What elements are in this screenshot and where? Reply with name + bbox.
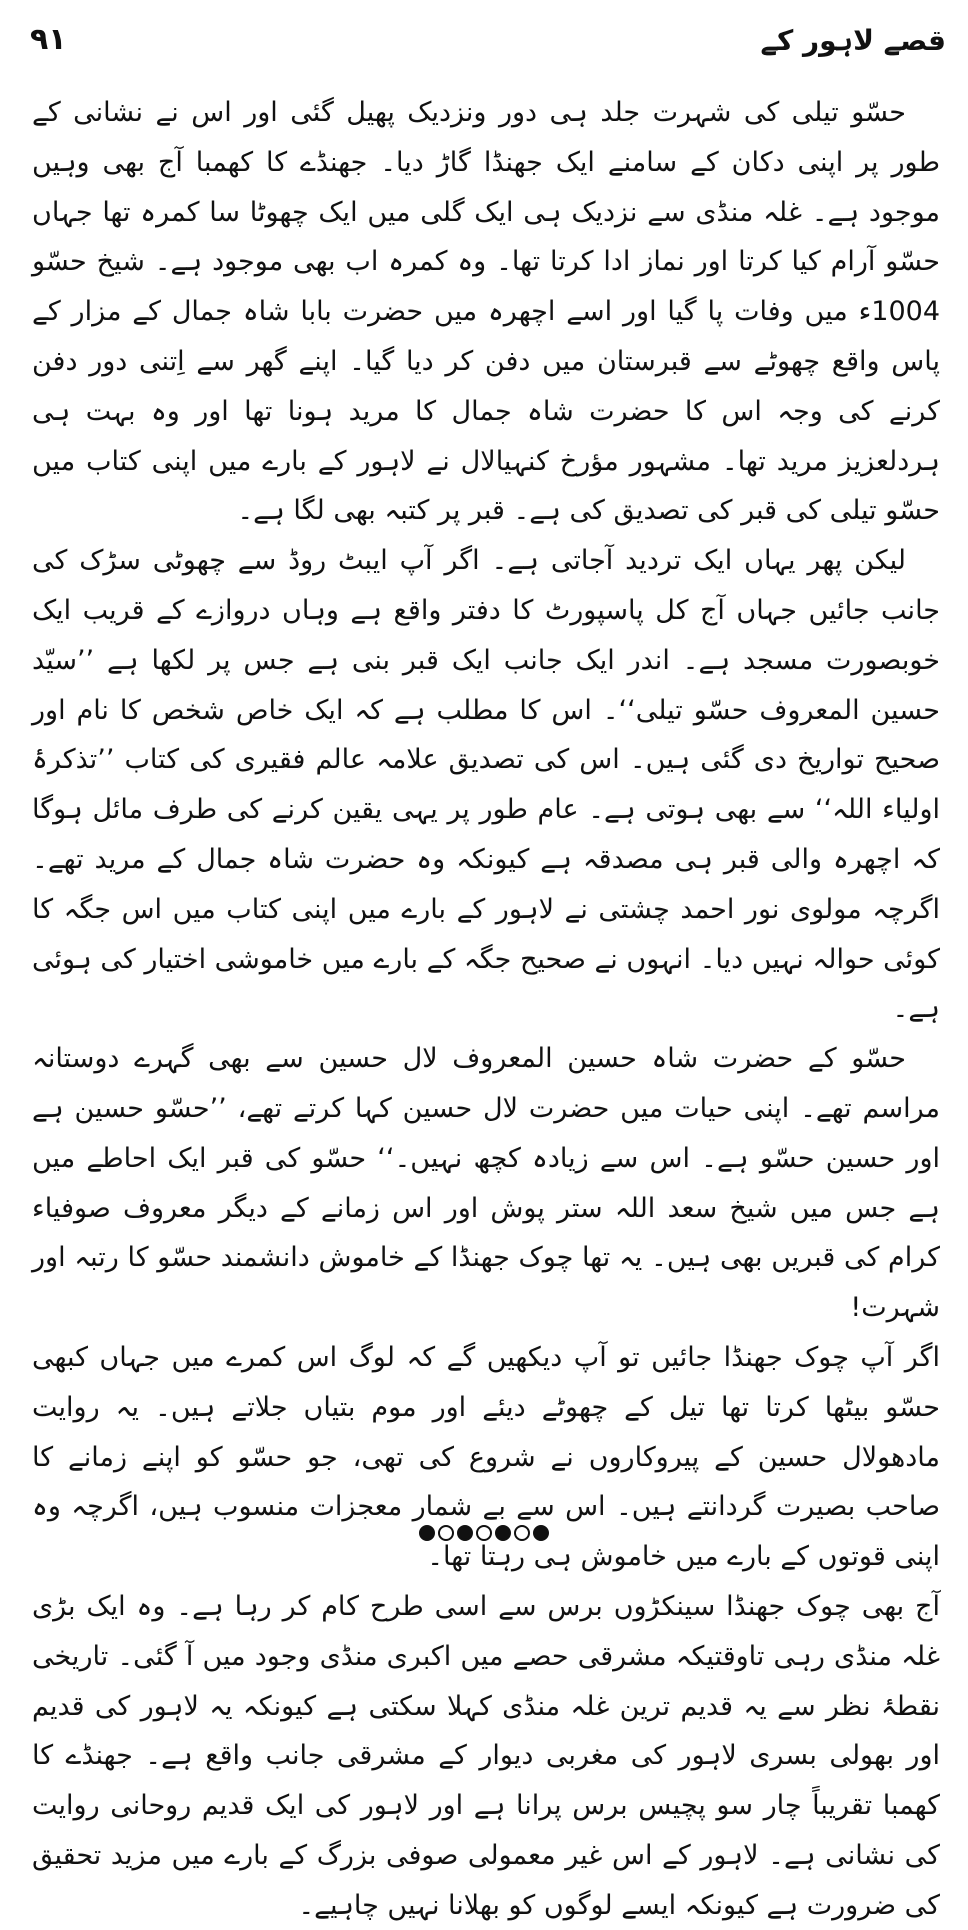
paragraph-3: حسّو کے حضرت شاہ حسین المعروف لال حسین سے بھی گہرے دوستانہ مراسم تھے۔ اپنی حیات میں حضرت لال حسین کہا کرتے تھے، ’’حسّو حسین ہے اور حسین حسّو ہے۔ اس سے زیادہ کچھ نہیں۔‘‘ حسّو کی قبر ایک احاطے میں ہے جس میں شیخ سعد اللہ ستر پوش اور اس زمانے کے دیگر معروف صوفیاء کرام کی قبریں بھی ہیں۔ یہ تھا چوک جھنڈا کے خاموش دانشمند حسّو کا رتبہ اور شہرت! (32, 1043, 940, 1324)
page-header (30, 18, 946, 68)
paragraph-2: لیکن پھر یہاں ایک تردید آجاتی ہے۔ اگر آپ ایبٹ روڈ سے چھوٹی سڑک کی جانب جائیں جہاں آج کل پاسپورٹ کا دفتر واقع ہے وہاں دروازے کے قریب ایک خوبصورت مسجد ہے۔ اندر ایک جانب ایک قبر بنی ہے جس پر لکھا ہے ’’سیّد حسین المعروف حسّو تیلی‘‘۔ اس کا مطلب ہے کہ ایک خاص شخص کا نام اور صحیح تواریخ دی گئی ہیں۔ اس کی تصدیق علامہ عالم فقیری کی کتاب ’’تذکرۂ اولیاء اللہ‘‘ سے بھی ہوتی ہے۔ عام طور پر یہی یقین کرنے کی طرف مائل ہوگا کہ اچھرہ والی قبر ہی مصدقہ ہے کیونکہ وہ حضرت شاہ جمال کے مرید تھے۔ اگرچہ مولوی نور احمد چشتی نے لاہور کے بارے میں اپنی کتاب میں اس جگہ کا کوئی حوالہ نہیں دیا۔ انہوں نے صحیح جگہ کے بارے میں خاموشی اختیار کی ہوئی ہے۔ (32, 545, 940, 1025)
ornament-dot (476, 1525, 492, 1541)
running-title: قصے لاہور کے (760, 24, 946, 57)
paragraph-1: حسّو تیلی کی شہرت جلد ہی دور ونزدیک پھیل گئی اور اس نے نشانی کے طور پر اپنی دکان کے سامنے ایک جھنڈا گاڑ دیا۔ جھنڈے کا کھمبا آج بھی وہیں موجود ہے۔ غلہ منڈی سے نزدیک ہی ایک گلی میں ایک چھوٹا سا کمرہ تھا جہاں حسّو آرام کیا کرتا اور نماز ادا کرتا تھا۔ وہ کمرہ اب بھی موجود ہے۔ شیخ حسّو 1004ء میں وفات پا گیا اور اسے اچھرہ میں حضرت بابا شاہ جمال کے مزار کے پاس واقع چھوٹے سے قبرستان میں دفن کر دیا گیا۔ اپنے گھر سے اِتنی دور دفن کرنے کی وجہ اس کا حضرت شاہ جمال کا مرید ہونا تھا اور وہ بہت ہی ہردلعزیز مرید تھا۔ مشہور مؤرخ کنہیالال نے لاہور کے بارے میں اپنی کتاب میں حسّو تیلی کی قبر کی تصدیق کی ہے۔ قبر پر کتبہ بھی لگا ہے۔ (32, 97, 940, 527)
ornament-dot (457, 1525, 473, 1541)
paragraph-4: اگر آپ چوک جھنڈا جائیں تو آپ دیکھیں گے کہ لوگ اس کمرے میں جہاں کبھی حسّو بیٹھا کرتا تھا تیل کے چھوٹے دیئے اور موم بتیاں جلاتے ہیں۔ یہ روایت مادھولال حسین کے پیروکاروں نے شروع کی تھی، جو حسّو کو اپنے زمانے کا صاحب بصیرت گردانتے ہیں۔ اس سے بے شمار معجزات منسوب ہیں، اگرچہ وہ اپنی قوتوں کے بارے میں خاموش ہی رہتا تھا۔ (32, 1341, 940, 1573)
body-text (32, 88, 940, 1930)
end-ornament (0, 1525, 968, 1541)
ornament-dot (533, 1525, 549, 1541)
paragraph-5: آج بھی چوک جھنڈا سینکڑوں برس سے اسی طرح کام کر رہا ہے۔ وہ ایک بڑی غلہ منڈی رہی تاوقتیکہ مشرقی حصے میں اکبری منڈی وجود میں آ گئی۔ تاریخی نقطۂ نظر سے یہ قدیم ترین غلہ منڈی کہلا سکتی ہے کیونکہ یہ لاہور کی قدیم اور بھولی بسری لاہور کی مغربی دیوار کے مشرقی جانب واقع ہے۔ جھنڈے کا کھمبا تقریباً چار سو پچیس برس پرانا ہے اور لاہور کی ایک قدیم روحانی روایت کی نشانی ہے۔ لاہور کے اس غیر معمولی صوفی بزرگ کے بارے میں مزید تحقیق کی ضرورت ہے کیونکہ ایسے لوگوں کو بھلانا نہیں چاہیے۔ (32, 1590, 940, 1921)
ornament-dot (438, 1525, 454, 1541)
ornament-dot (419, 1525, 435, 1541)
ornament-dot (514, 1525, 530, 1541)
ornament-dot (495, 1525, 511, 1541)
page-number: ۹۱ (30, 22, 67, 57)
